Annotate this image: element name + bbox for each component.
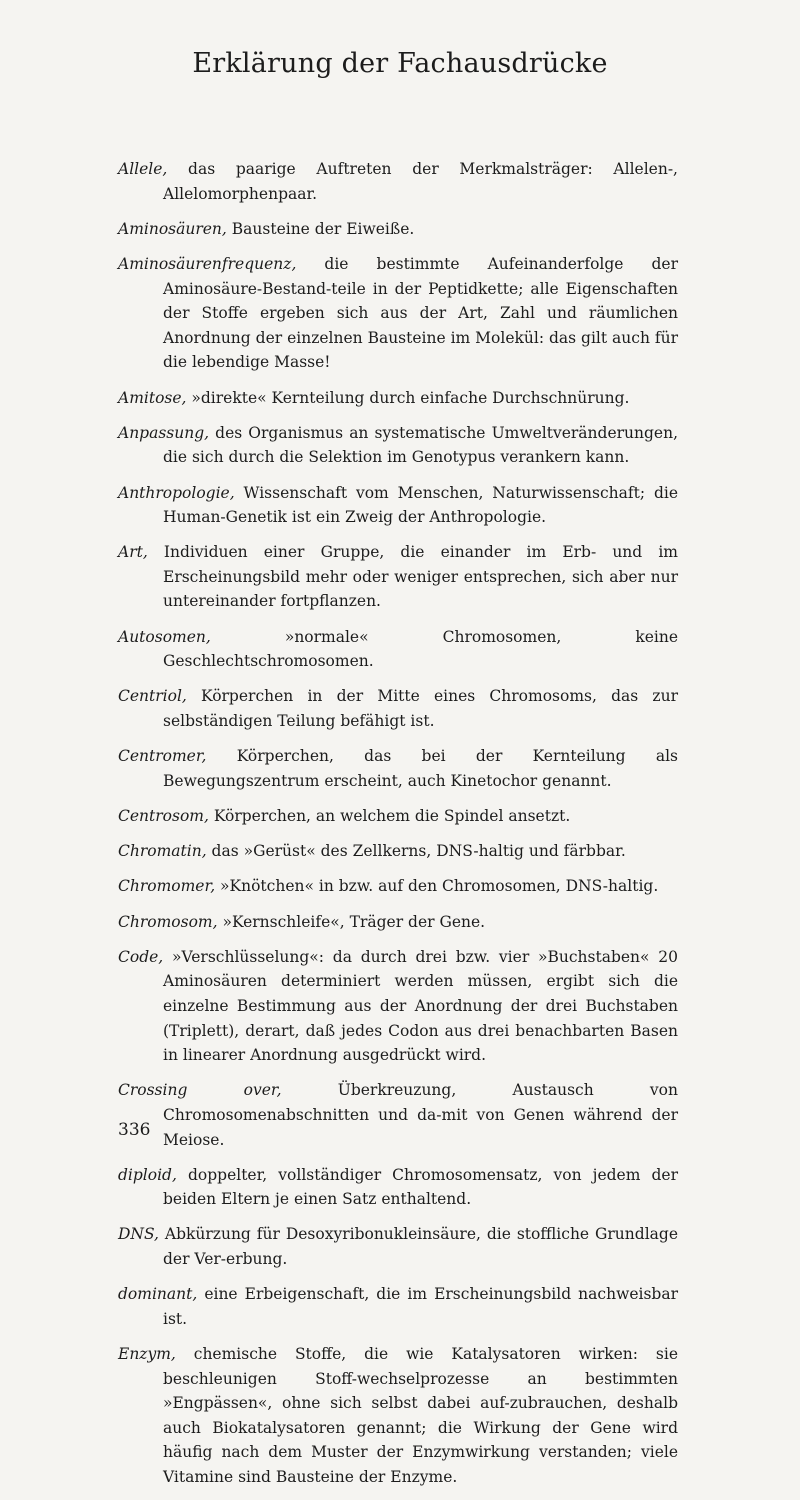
glossary-term: Allele, [118,160,168,178]
glossary-entry [118,744,678,793]
glossary-entry [118,839,678,864]
glossary-definition: Individuen einer Gruppe, die einander im Erb- und im Erscheinungsbild mehr oder weniger entsprechen, sich aber nur untereinander fortpflanzen. [147,543,678,611]
glossary-definition: Wissenschaft vom Menschen, Naturwissenschaft; die Human-Genetik ist ein Zweig der Anthropologie. [163,483,678,527]
glossary-definition: das »Gerüst« des Zellkerns, DNS-haltig und färbbar. [206,842,626,861]
page-title: Erklärung der Fachausdrücke [192,48,608,79]
glossary-entry [118,1342,678,1490]
glossary-entry [118,386,678,411]
glossary-list [118,157,678,1500]
glossary-definition: chemische Stoffe, die wie Katalysatoren wirken: sie beschleunigen Stoff-wechselprozesse an bestimmten »Engpässen«, ohne sich selbst dabei auf-zubrauchen, deshalb auch Biokatalysatoren genannt; die Wirkung der Gene wird häufig nach dem Muster der Enzymwirkung verstanden; viele Vitamine sind Bausteine der Enzyme. [163,1345,678,1486]
glossary-definition: Körperchen, an welchem die Spindel ansetzt. [208,807,571,825]
glossary-definition: Körperchen, das bei der Kernteilung als Bewegungszentrum erscheint, auch Kinetochor genannt. [163,747,678,790]
glossary-definition: »normale« Chromosomen, keine Geschlechtschromosomen. [163,627,678,671]
glossary-entry [118,684,678,733]
glossary-definition: Abkürzung für Desoxyribonukleinsäure, die stoffliche Grundlage der Ver-erbung. [158,1225,678,1269]
glossary-entry [118,1282,678,1331]
glossary-term: Centromer, [118,747,207,766]
glossary-term: Art, [118,543,148,562]
glossary-term: Chromosom, [118,912,218,931]
glossary-entry [118,625,678,674]
glossary-term: Chromomer, [118,877,216,896]
glossary-definition: das paarige Auftreten der Merkmalsträger: Allelen-, Allelomorphenpaar. [163,160,678,203]
glossary-definition: die bestimmte Aufeinanderfolge der Aminosäure-Bestand-teile in der Peptidkette; alle Eigenschaften der Stoffe ergeben sich aus der Art, Zahl und räumlichen Anordnung der einzelnen Bausteine im Molekül: das gilt auch für die lebendige Masse! [163,254,678,372]
glossary-term: dominant, [118,1285,198,1304]
glossary-entry [118,1222,678,1271]
glossary-term: Autosomen, [118,627,211,646]
glossary-definition: Körperchen in der Mitte eines Chromosoms, das zur selbständigen Teilung befähigt ist. [163,687,678,731]
glossary-entry [118,1163,678,1212]
glossary-term: Amitose, [118,388,187,407]
glossary-term: diploid, [118,1165,177,1184]
glossary-definition: Überkreuzung, Austausch von Chromosomenabschnitten und da-mit von Genen während der Meiose. [163,1081,678,1149]
glossary-entry [118,910,678,935]
glossary-definition: doppelter, vollständiger Chromosomensatz, von jedem der beiden Eltern je einen Satz enthaltend. [163,1165,678,1209]
glossary-term: Aminosäurenfrequenz, [118,254,297,273]
glossary-term: Crossing over, [118,1081,282,1100]
glossary-definition: Bausteine der Eiweiße. [226,219,415,238]
glossary-definition: »Kernschleife«, Träger der Gene. [217,912,486,931]
glossary-entry [118,481,678,530]
glossary-term: Aminosäuren, [118,219,227,238]
glossary-entry [118,252,678,375]
glossary-definition: des Organismus an systematische Umweltveränderungen, die sich durch die Selektion im Genotypus verankern kann. [163,423,678,467]
glossary-entry [118,945,678,1068]
glossary-entry [118,217,678,242]
glossary-entry [118,540,678,614]
glossary-term: Enzym, [118,1345,176,1364]
glossary-definition: eine Erbeigenschaft, die im Erscheinungsbild nachweisbar ist. [163,1285,678,1328]
glossary-entry [118,157,678,206]
glossary-definition: »Verschlüsselung«: da durch drei bzw. vier »Buchstaben« 20 Aminosäuren determiniert werden müssen, ergibt sich die einzelne Bestimmung aus der Anordnung der drei Buchstaben (Triplett), derart, daß jedes Codon aus drei benachbarten Basen in linearer Anordnung ausgedrückt wird. [163,947,678,1065]
glossary-term: Anpassung, [118,423,210,442]
glossary-entry [118,804,678,829]
glossary-term: Centrosom, [118,807,209,825]
glossary-term: Anthropologie, [118,483,235,502]
glossary-entry [118,1078,678,1152]
glossary-entry [118,421,678,470]
glossary-definition: »Knötchen« in bzw. auf den Chromosomen, DNS-haltig. [215,877,659,896]
glossary-term: Code, [118,947,164,966]
glossary-definition: »direkte« Kernteilung durch einfache Durchschnürung. [186,388,630,407]
glossary-term: DNS, [118,1225,159,1244]
glossary-entry [118,874,678,899]
glossary-term: Chromatin, [118,842,207,861]
page-number: 336 [118,1120,151,1140]
glossary-term: Centriol, [118,687,187,706]
